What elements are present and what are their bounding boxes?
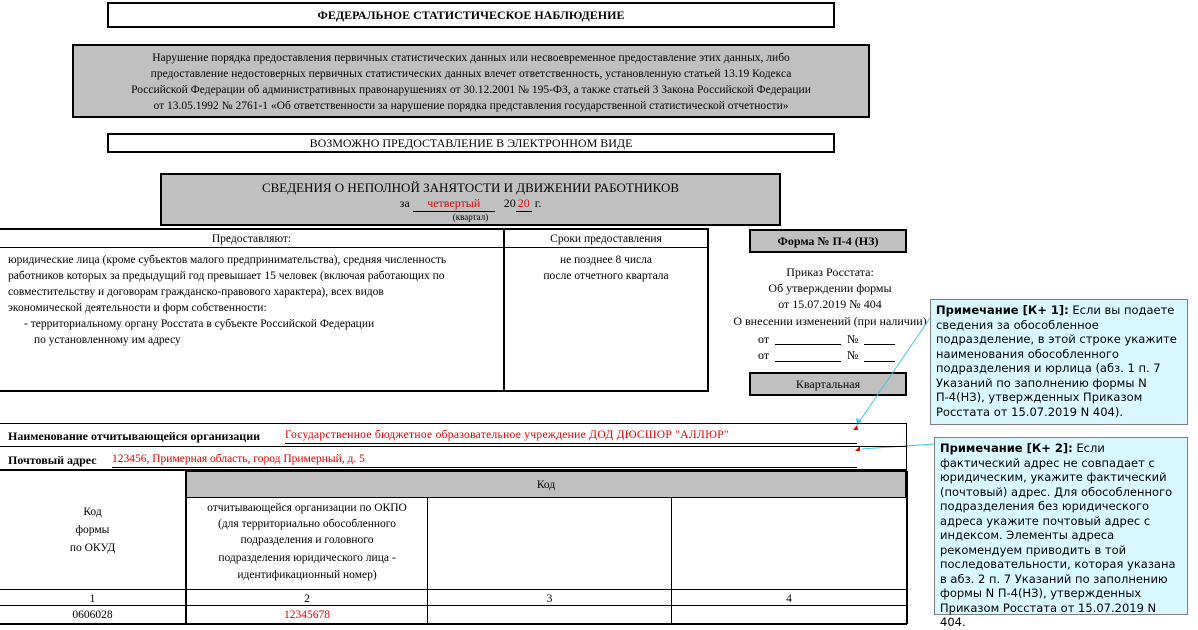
note1-connector bbox=[857, 318, 930, 425]
code-col4-field[interactable] bbox=[672, 606, 906, 623]
col-number: 2 bbox=[304, 593, 310, 605]
providers-line: совместительству и договорам гражданско-правового характера), всех видов bbox=[8, 286, 384, 298]
okpo-header-line: подразделения и головного bbox=[240, 534, 374, 546]
note1-text: Если вы подаете сведения за обособленное подразделение, в этой строке укажите наименования обособленного подразделения и юрлица (абз. 1 п. 7 Указаний по заполнению формы N П-4(НЗ), утвержденных Приказом Росстата от 15.07.2019 N 404). bbox=[936, 303, 1177, 419]
note2-title: Примечание [К+ 2]: bbox=[940, 441, 1073, 455]
org-name-field[interactable]: Государственное бюджетное образовательное учреждение ДОД ДЮСШОР "АЛЛЮР" bbox=[285, 427, 857, 444]
warning-line: Российской Федерации об административных правонарушениях от 30.12.2001 № 195-ФЗ, а также статьей 3 Закона Российской Федерации bbox=[131, 84, 811, 96]
ot-label: от bbox=[758, 332, 770, 346]
za-label: за bbox=[399, 196, 410, 210]
col-number: 3 bbox=[546, 593, 553, 605]
comment-note-1[interactable] bbox=[930, 299, 1188, 425]
col-number: 4 bbox=[786, 593, 792, 605]
providers-line: экономической деятельности и форм собственности: bbox=[8, 302, 267, 314]
form-header-title: ФЕДЕРАЛЬНОЕ СТАТИСТИЧЕСКОЕ НАБЛЮДЕНИЕ bbox=[107, 2, 835, 28]
providers-line: по установленному им адресу bbox=[34, 334, 181, 346]
warning-line: от 13.05.1992 № 2761-1 «Об ответственности за нарушение порядка представления государственной статистической отчетности» bbox=[153, 100, 789, 112]
form-number: Форма № П-4 (НЗ) bbox=[749, 229, 907, 253]
okpo-header-line: идентификационный номер) bbox=[237, 569, 377, 581]
code-col3-field[interactable] bbox=[428, 606, 671, 623]
quarter-field[interactable]: четвертый bbox=[413, 196, 495, 212]
order-line: Об утверждении формы bbox=[768, 281, 892, 295]
deadline-line: не позднее 8 числа bbox=[560, 254, 652, 266]
year-suffix: г. bbox=[534, 196, 542, 210]
note1-title: Примечание [К+ 1]: bbox=[936, 303, 1069, 317]
no-label: № bbox=[847, 348, 859, 362]
okpo-value-field[interactable]: 12345678 bbox=[284, 609, 330, 621]
okud-header-line: Код bbox=[83, 506, 102, 518]
report-title: СВЕДЕНИЯ О НЕПОЛНОЙ ЗАНЯТОСТИ И ДВИЖЕНИИ РАБОТНИКОВ bbox=[261, 180, 680, 195]
deadline-line: после отчетного квартала bbox=[543, 270, 669, 282]
order-line: от 15.07.2019 № 404 bbox=[778, 297, 882, 311]
address-label: Почтовый адрес bbox=[8, 453, 97, 467]
no-label: № bbox=[847, 332, 859, 346]
year-field[interactable]: 20 bbox=[517, 196, 530, 210]
providers-line: - территориальному органу Росстата в субъекте Российской Федерации bbox=[24, 318, 375, 330]
warning-line: предоставление недостоверных первичных статистических данных влечет ответственность, установленную статьей 13.19 Кодекса bbox=[150, 68, 792, 80]
electronic-submission-note: ВОЗМОЖНО ПРЕДОСТАВЛЕНИЕ В ЭЛЕКТРОННОМ ВИДЕ bbox=[107, 133, 835, 153]
note2-text: Если фактический адрес не совпадает с юридическим, укажите фактический (почтовый) адрес. Для обособленного подразделения без юридического адреса укажите почтовый адрес с индексом. Элементы адреса рекомендуем приводить в той последовательности, которая указана в абз. 2 п. 7 Указаний по заполнению формы N П-4(НЗ), утвержденных Приказом Росстата от 15.07.2019 N 404. bbox=[940, 441, 1176, 629]
order-line: О внесении изменений (при наличии) bbox=[733, 314, 927, 328]
okpo-header-line: (для территориально обособленного bbox=[217, 518, 396, 530]
org-name-label: Наименование отчитывающейся организации bbox=[8, 429, 261, 443]
col-number: 1 bbox=[89, 593, 96, 605]
order-line: Приказ Росстата: bbox=[786, 265, 874, 279]
kod-header: Код bbox=[536, 479, 556, 491]
ot-label: от bbox=[758, 348, 770, 362]
warning-line: Нарушение порядка предоставления первичных статистических данных или несвоевременное предоставление этих данных, либо bbox=[152, 52, 790, 64]
year-prefix: 20 bbox=[503, 196, 516, 210]
quarter-caption: (квартал) bbox=[452, 212, 489, 222]
okud-header-line: по ОКУД bbox=[69, 542, 116, 554]
comment-note-2[interactable] bbox=[934, 437, 1188, 629]
providers-line: работников которых за предыдущий год превышает 15 человек (включая работающих по bbox=[8, 270, 445, 282]
okpo-header-line: подразделения юридического лица - bbox=[218, 552, 396, 564]
deadline-header: Сроки предоставления bbox=[550, 233, 662, 245]
providers-header: Предоставляют: bbox=[211, 233, 292, 245]
period-type: Квартальная bbox=[749, 372, 907, 396]
okud-value: 0606028 bbox=[72, 609, 113, 621]
providers-line: юридические лица (кроме субъектов малого предпринимательства), средняя численность bbox=[8, 254, 447, 266]
address-field[interactable]: 123456, Примерная область, город Примерный, д. 5 bbox=[112, 451, 857, 468]
okpo-header-line: отчитывающейся организации по ОКПО bbox=[207, 502, 407, 514]
okud-header-line: формы bbox=[75, 524, 110, 536]
